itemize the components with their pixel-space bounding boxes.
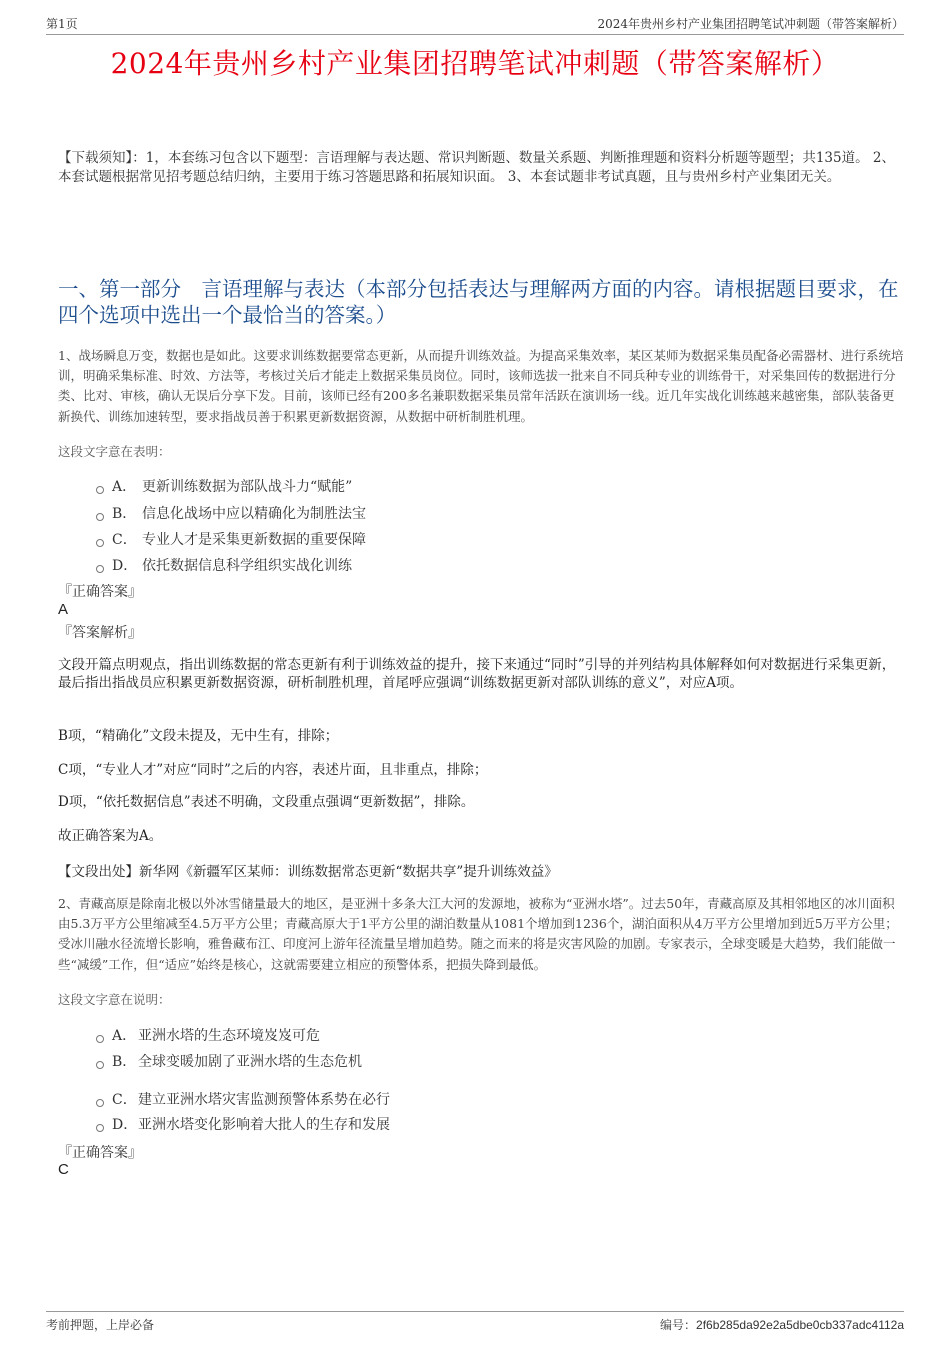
question-1-prompt: 这段文字意在表明： — [58, 444, 171, 459]
option-c[interactable] — [96, 1089, 390, 1109]
option-text: 全球变暖加剧了亚洲水塔的生态危机 — [138, 1054, 362, 1070]
question-1-text: 1、战场瞬息万变，数据也是如此。这要求训练数据要常态更新，从而提升训练效益。为提高采集效率，某区某师为数据采集员配备必需器材、进行系统培训，明确采集标准、时效、方法等，考核过关后才能走上数据采集员岗位。同时，该师选拔一批来自不同兵种专业的训练骨干，对采集回传的数据进行分类、比对、审核，确认无误后分享下发。目前，该师已经有200多名兼职数据采集员常年活跃在演训场一线。近几年实战化训练越来越密集，部队装备更新换代、训练加速转型，要求指战员善于积累更新数据资源，从数据中研析制胜机理。 — [58, 348, 904, 424]
radio-button-icon[interactable] — [96, 565, 104, 573]
option-text: 信息化战场中应以精确化为制胜法宝 — [142, 506, 366, 522]
radio-button-icon[interactable] — [96, 1061, 104, 1069]
option-d[interactable] — [96, 1114, 390, 1134]
option-text: 建立亚洲水塔灾害监测预警体系势在必行 — [138, 1092, 390, 1108]
section-heading: 一、第一部分 言语理解与表达（本部分包括表达与理解两方面的内容。请根据题目要求，在四个选项中选出一个最恰当的答案。） — [58, 277, 899, 327]
radio-button-icon[interactable] — [96, 1099, 104, 1107]
option-letter: D． — [112, 1117, 138, 1133]
correct-answer: C — [58, 1161, 69, 1178]
radio-button-icon[interactable] — [96, 486, 104, 494]
option-text: 更新训练数据为部队战斗力“赋能” — [142, 479, 353, 495]
question-2-text: 2、青藏高原是除南北极以外冰雪储量最大的地区，是亚洲十多条大江大河的发源地，被称为“亚洲水塔”。过去50年，青藏高原及其相邻地区的冰川面积由5.3万平方公里缩减至4.5万平方公里；青藏高原大于1平方公里的湖泊数量从1081个增加到1236个，湖泊面积从4万平方公里增加到近5万平方公里；受冰川融水径流增长影响，雅鲁藏布江、印度河上游年径流量呈增加趋势。随之而来的将是灾害风险的加剧。专家表示，全球变暖是大趋势，我们能做一些“减缓”工作，但“适应”始终是核心，这就需要建立相应的预警体系，把损失降到最低。 — [58, 896, 898, 972]
footer-doc-code — [660, 1316, 904, 1333]
radio-button-icon[interactable] — [96, 1124, 104, 1132]
page-header — [46, 14, 904, 35]
question-2-prompt: 这段文字意在说明： — [58, 992, 171, 1007]
option-a[interactable] — [96, 1025, 320, 1045]
option-b[interactable] — [96, 1051, 362, 1071]
source-citation: 【文段出处】新华网《新疆军区某师：训练数据常态更新“数据共享”提升训练效益》 — [58, 864, 558, 880]
analysis-paragraph: 故正确答案为A。 — [58, 828, 163, 844]
analysis-label: 『答案解析』 — [58, 625, 142, 641]
header-doc-title: 2024年贵州乡村产业集团招聘笔试冲刺题（带答案解析） — [597, 17, 904, 31]
analysis-paragraph: C项，“专业人才”对应“同时”之后的内容，表述片面，且非重点，排除； — [58, 762, 488, 778]
option-text: 亚洲水塔变化影响着大批人的生存和发展 — [138, 1117, 390, 1133]
option-letter: D． — [112, 558, 138, 574]
correct-answer: A — [58, 601, 69, 618]
radio-button-icon[interactable] — [96, 1035, 104, 1043]
option-letter: C． — [112, 532, 137, 548]
option-c[interactable] — [96, 529, 366, 549]
option-text: 亚洲水塔的生态环境岌岌可危 — [138, 1028, 320, 1044]
radio-button-icon[interactable] — [96, 539, 104, 547]
analysis-paragraph: B项，“精确化”文段未提及，无中生有，排除； — [58, 728, 339, 744]
correct-answer-label: 『正确答案』 — [58, 584, 142, 600]
correct-answer-label: 『正确答案』 — [58, 1145, 142, 1161]
radio-button-icon[interactable] — [96, 513, 104, 521]
document-title: 2024年贵州乡村产业集团招聘笔试冲刺题（带答案解析） — [110, 47, 840, 80]
option-b[interactable] — [96, 503, 366, 523]
option-letter: A． — [112, 1028, 137, 1044]
footer-slogan: 考前押题，上岸必备 — [46, 1318, 155, 1332]
analysis-paragraph: 文段开篇点明观点，指出训练数据的常态更新有利于训练效益的提升，接下来通过“同时”引导的并列结构具体解释如何对数据进行采集更新，最后指出指战员应积累更新数据资源，研析制胜机理，首尾呼应强调“训练数据更新对部队训练的意义”，对应A项。 — [58, 657, 896, 691]
download-notice: 【下载须知】：1，本套练习包含以下题型：言语理解与表达题、常识判断题、数量关系题、判断推理题和资料分析题等题型；共135道。 2、本套试题根据常见招考题总结归纳，主要用于练习答题思路和拓展知识面。 3、本套试题非考试真题，且与贵州乡村产业集团无关。 — [58, 150, 895, 185]
footer-code-value: 2f6b285da92e2a5dbe0cb337adc4112a — [696, 1318, 904, 1332]
analysis-paragraph: D项，“依托数据信息”表述不明确，文段重点强调“更新数据”，排除。 — [58, 794, 475, 810]
footer-code-label: 编号： — [660, 1318, 697, 1332]
option-a[interactable] — [96, 476, 352, 496]
option-letter: C． — [112, 1092, 137, 1108]
option-letter: A． — [112, 479, 137, 495]
page-footer — [46, 1311, 904, 1332]
option-d[interactable] — [96, 555, 352, 575]
option-text: 依托数据信息科学组织实战化训练 — [142, 558, 352, 574]
option-text: 专业人才是采集更新数据的重要保障 — [142, 532, 366, 548]
option-letter: B． — [112, 506, 137, 522]
page-number: 第1页 — [46, 17, 78, 31]
option-letter: B． — [112, 1054, 137, 1070]
